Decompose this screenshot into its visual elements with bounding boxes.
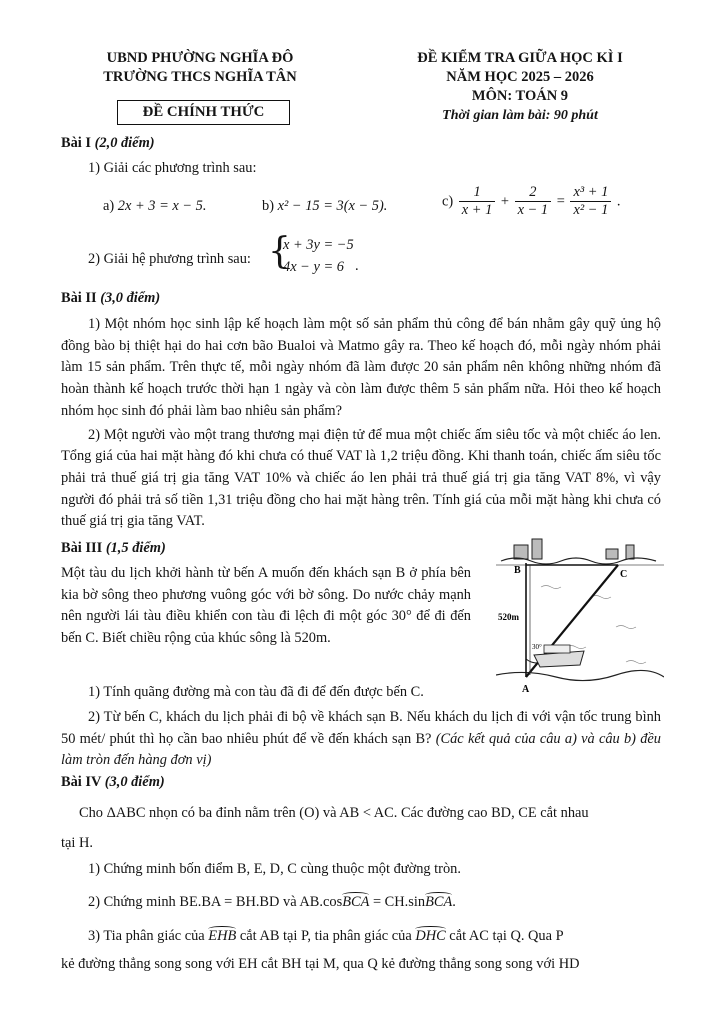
bai3-heading <box>61 540 166 557</box>
bai4-q1: 1) Chứng minh bốn điểm B, E, D, C cùng thuộc một đường tròn. <box>88 861 461 877</box>
exam-duration: Thời gian làm bài: 90 phút <box>442 108 598 123</box>
frac-2-num: 2 <box>515 184 552 202</box>
bai1-b-label: b) <box>262 198 274 214</box>
frac-3-den: x² − 1 <box>573 202 609 218</box>
bai3-title: Bài III <box>61 540 103 556</box>
bai2-p2: 2) Một người vào một trang thương mại điện tử để mua một chiếc ấm siêu tốc và một chiếc áo len. Tổng giá của hai mặt hàng đó khi chưa có thuế VAT là 1,2 triệu đồng. Khi thanh toán, chiếc ấm siêu tốc phải trả thuế giá trị gia tăng VAT 10% và chiếc áo len phải trả thuế giá trị gia tăng VAT 8%, vì vậy người đó phải trả số tiền 1,31 triệu đồng cho hai mặt hàng trên. Tính giá của mỗi mặt hàng khi chưa có thuế giá trị gia tăng VAT. <box>61 426 661 530</box>
exam-title: ĐỀ KIỂM TRA GIỮA HỌC KÌ I <box>417 50 623 66</box>
system-brace: { <box>268 231 291 272</box>
bai4-q3-part2: cắt AB tại P, tia phân giác của <box>236 928 416 944</box>
label-A: A <box>522 684 530 695</box>
bai3-points: (1,5 điểm) <box>105 540 166 556</box>
system-period: . <box>355 258 359 274</box>
angle-bca-1: BCA <box>342 894 370 910</box>
bai4-q2 <box>88 894 456 911</box>
frac-1 <box>459 184 496 219</box>
frac-2-den: x − 1 <box>517 202 549 218</box>
bai4-title: Bài IV <box>61 774 102 790</box>
bai4-q2-end: . <box>452 894 456 910</box>
label-width: 520m <box>498 612 519 622</box>
bai4-heading <box>61 774 165 791</box>
official-label: ĐỀ CHÍNH THỨC <box>117 100 290 125</box>
boat-cabin <box>544 645 570 653</box>
bai1-a-expr: 2x + 3 = x − 5. <box>117 198 207 214</box>
bai1-points: (2,0 điểm) <box>94 135 155 151</box>
bai1-q1: 1) Giải các phương trình sau: <box>88 160 257 176</box>
bai4-intro-a: Cho ΔABC nhọn có ba đỉnh nằm trên (O) và AB < AC. Các đường cao BD, CE cắt nhau <box>79 805 589 821</box>
bai4-intro-b: tại H. <box>61 835 93 851</box>
bai3-q1: 1) Tính quãng đường mà con tàu đã đi để đến được bến C. <box>88 684 424 700</box>
bai1-b <box>262 198 387 215</box>
bai2-heading <box>61 290 160 307</box>
school-name: TRƯỜNG THCS NGHĨA TÂN <box>103 69 297 85</box>
frac-3 <box>570 184 611 219</box>
bai2-points: (3,0 điểm) <box>100 290 161 306</box>
bai3-q2: 2) Từ bến C, khách du lịch phải đi bộ về khách sạn B. Nếu khách du lịch đi với vận tốc trung bình 50 mét/ phút thì họ cần bao nhiêu phút để về đến khách sạn B? <box>61 709 661 747</box>
bai1-c: c) $\frac{1}{x + 1}$ + $\frac{2}{x - 1}$ = $\frac{\text{x³ + 1}}{\text{x² − 1}}$ . <box>442 184 621 218</box>
label-angle: 30° <box>532 643 542 651</box>
bai3-q2-block <box>61 707 661 772</box>
river-figure <box>496 537 664 697</box>
bai1-q2: 2) Giải hệ phương trình sau: <box>88 251 251 267</box>
label-C: C <box>620 569 628 580</box>
bai4-q2-part2: = CH.sin <box>369 894 426 910</box>
system-eq1: x + 3y = −5 <box>283 237 354 253</box>
school-year: NĂM HỌC 2025 – 2026 <box>446 69 594 85</box>
frac-2 <box>515 184 552 219</box>
bai4-q3-part3: cắt AC tại Q. Qua P <box>445 928 564 944</box>
angle-dhc: DHC <box>415 928 446 944</box>
bai2-p1: 1) Một nhóm học sinh lập kế hoạch làm một số sản phẩm thủ công để bán nhằm gây quỹ ủng hộ đồng bào bị thiệt hại do hai cơn bão Bualoi và Matmo gây ra. Theo kế hoạch đó, mỗi ngày nhóm phải làm 15 sản phẩm. Trên thực tế, mỗi ngày nhóm đã làm được 20 sản phẩm nên không những nhóm đã hoàn thành kế hoạch trước thời hạn 1 ngày và còn làm được thêm 5 sản phẩm nữa. Hỏi theo kế hoạch nhóm học sinh đó phải làm bao nhiêu sản phẩm? <box>61 316 661 419</box>
bai3-intro: Một tàu du lịch khởi hành từ bến A muốn đến khách sạn B ở phía bên kia bờ sông theo phương vuông góc với bờ sông. Do nước chảy mạnh nên người lái tàu điều khiển con tàu đi lệch đi một góc 30° để đi đến bến C. Biết chiều rộng của khúc sông là 520m. <box>61 565 471 646</box>
bai3-note: (Các kết quả của câu a) và câu b) đều làm tròn đến hàng đơn vị) <box>61 730 661 768</box>
bai4-q3-part1: 3) Tia phân giác của <box>88 928 209 944</box>
bai2-title: Bài II <box>61 290 97 306</box>
bai1-heading <box>61 135 155 152</box>
bai1-c-label: c) <box>442 193 454 210</box>
bai1-b-expr: x² − 15 = 3(x − 5). <box>277 198 388 214</box>
bai4-q3 <box>88 928 564 945</box>
bai2-body <box>61 314 661 533</box>
bai1-a-label: a) <box>103 198 115 214</box>
frac-1-den: x + 1 <box>461 202 493 218</box>
frac-1-num: 1 <box>459 184 496 202</box>
bai4-points: (3,0 điểm) <box>104 774 165 790</box>
bai1-title: Bài I <box>61 135 91 151</box>
frac-3-num: x³ + 1 <box>570 184 611 202</box>
label-B: B <box>514 565 521 576</box>
subject: MÔN: TOÁN 9 <box>471 88 569 104</box>
school-authority: UBND PHƯỜNG NGHĨA ĐÔ <box>106 50 294 66</box>
system-eq2: 4x − y = 6 <box>283 259 344 275</box>
angle-bca-2: BCA <box>425 894 453 910</box>
bai1-a <box>103 198 206 215</box>
angle-ehb: EHB <box>208 928 237 944</box>
bai4-q2-part1: 2) Chứng minh BE.BA = BH.BD và AB.cos <box>88 894 343 910</box>
bai4-q3-line2: kẻ đường thẳng song song với EH cắt BH tại M, qua Q kẻ đường thẳng song song với HD <box>61 956 580 972</box>
